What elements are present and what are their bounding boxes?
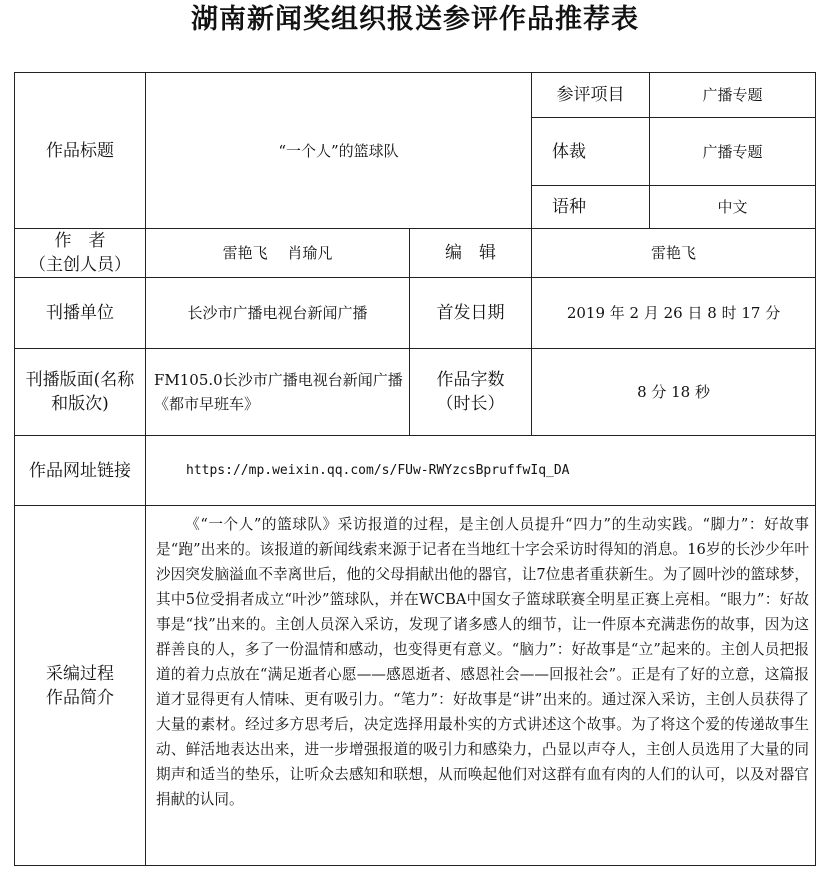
summary-label-line2: 作品简介	[46, 687, 114, 708]
author-value: 雷艳飞 肖瑜凡	[146, 229, 410, 278]
word-count-value: 8 分 18 秒	[532, 349, 816, 436]
language-value: 中文	[650, 186, 816, 229]
editor-label: 编 辑	[410, 229, 532, 278]
first-date-label: 首发日期	[410, 278, 532, 349]
publisher-label: 刊播单位	[15, 278, 146, 349]
summary-label-line1: 采编过程	[46, 663, 114, 684]
summary-text: 《“一个人”的篮球队》采访报道的过程，是主创人员提升“四力”的生动实践。“脚力”：好故事是“跑”出来的。该报道的新闻线索来源于记者在当地红十字会采访时得知的消息。16岁的长沙少年叶沙因突发脑溢血不幸离世后，他的父母捐献出他的器官，让7位患者重获新生。为了圆叶沙的篮球梦，其中5位受捐者成立“叶沙”篮球队，并在WCBA中国女子篮球联赛全明星正赛上亮相。“眼力”：好故事是“找”出来的。主创人员深入采访，发现了诸多感人的细节，让一件原本充满悲伤的故事，因为这群善良的人，多了一份温情和感动，也变得更有意义。“脑力”：好故事是“立”起来的。主创人员把报道的着力点放在“满足逝者心愿——感恩逝者、感恩社会——回报社会”。正是有了好的立意，这篇报道才显得更有人情味、更有吸引力。“笔力”：好故事是“讲”出来的。通过深入采访，主创人员获得了大量的素材。经过多方思考后，决定选择用最朴实的方式讲述这个故事。为了将这个爱的传递故事生动、鲜活地表达出来，进一步增强报道的吸引力和感染力，凸显以声夺人，主创人员选用了大量的同期声和适当的垫乐，让听众去感知和联想，从而唤起他们对这群有血有肉的人们的认可，以及对器官捐献的认同。	[146, 506, 816, 866]
url-label: 作品网址链接	[15, 436, 146, 506]
author-label-line1: 作 者	[54, 231, 106, 251]
edition-label: 刊播版面(名称和版次)	[15, 349, 146, 436]
document-title: 湖南新闻奖组织报送参评作品推荐表	[191, 4, 639, 35]
word-count-label-line1: 作品字数	[436, 370, 505, 390]
edition-value: FM105.0长沙市广播电视台新闻广播《都市早班车》	[146, 349, 410, 436]
category-label: 参评项目	[532, 73, 650, 118]
editor-value: 雷艳飞	[532, 229, 816, 278]
author-label-line2: （主创人员）	[29, 255, 131, 275]
url-link[interactable]: https://mp.weixin.qq.com/s/FUw-RWYzcsBpruffwIq_DA	[146, 436, 816, 506]
genre-label: 体裁	[532, 118, 650, 186]
summary-label	[15, 506, 146, 866]
first-date-value: 2019 年 2 月 26 日 8 时 17 分	[532, 278, 816, 349]
publisher-value: 长沙市广播电视台新闻广播	[146, 278, 410, 349]
work-title-label: 作品标题	[15, 73, 146, 229]
category-value: 广播专题	[650, 73, 816, 118]
author-label	[15, 229, 146, 278]
language-label: 语种	[532, 186, 650, 229]
word-count-label-line2: （时长）	[436, 394, 505, 414]
genre-value: 广播专题	[650, 118, 816, 186]
recommendation-form-table	[14, 72, 816, 866]
word-count-label	[410, 349, 532, 436]
work-title-value: “一个人”的篮球队	[146, 73, 532, 229]
